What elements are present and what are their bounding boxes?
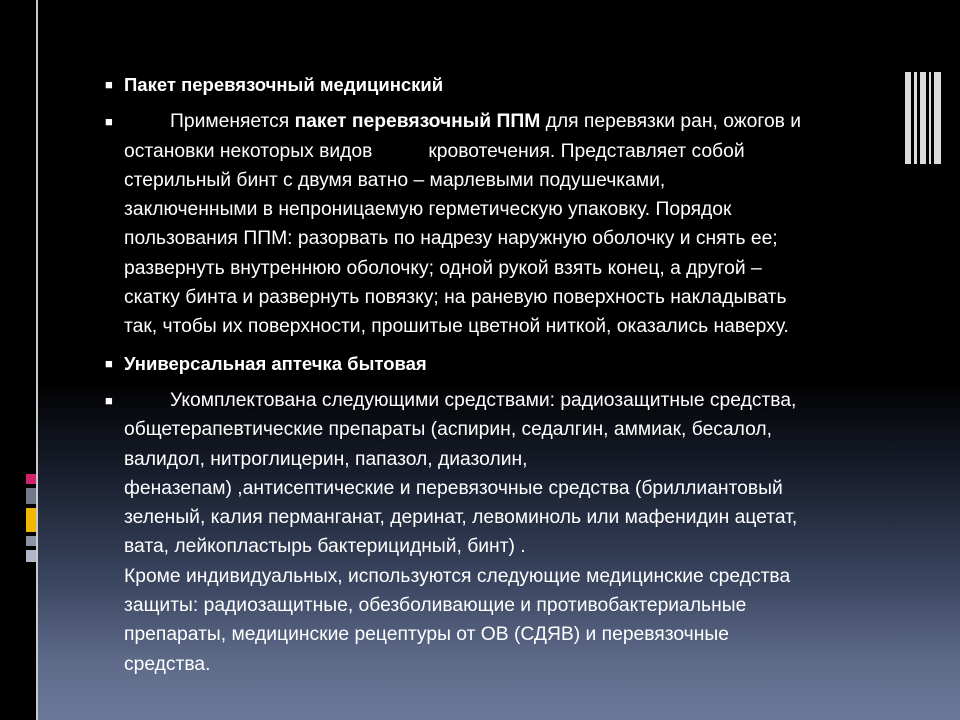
accent-bar-gray	[26, 488, 36, 504]
para2-line-10: средства.	[124, 653, 211, 675]
para1-line-1	[124, 107, 898, 136]
para2-line-7: Кроме индивидуальных, используются следующие медицинские средства	[124, 565, 791, 587]
bullet-icon: ■	[105, 392, 113, 408]
para2-line-3: валидол, нитроглицерин, папазол, диазолин,	[124, 448, 528, 470]
stripe	[905, 72, 911, 164]
para1-line-2	[124, 137, 898, 166]
stripe	[934, 72, 941, 164]
para2-line-8: защиты: радиозащитные, обезболивающие и противобактериальные	[124, 595, 747, 617]
stripe	[914, 72, 917, 164]
heading-first-aid-kit: Универсальная аптечка бытовая	[124, 352, 427, 374]
para1-line-8: так, чтобы их поверхности, прошитые цветной ниткой, оказались наверху.	[124, 316, 789, 338]
para2-line-5: зеленый, калия перманганат, деринат, левоминоль или мафенидин ацетат,	[124, 507, 798, 529]
bullet-icon: ■	[105, 114, 113, 130]
para1-bold-term: пакет перевязочный ППМ	[294, 111, 541, 133]
bullet-icon: ■	[105, 77, 113, 92]
bullet-item-heading-1	[105, 70, 898, 100]
para1-line-7: скатку бинта и развернуть повязку; на раневую поверхность накладывать	[124, 287, 787, 309]
decorative-stripes	[905, 72, 941, 164]
accent-bar-yellow	[26, 508, 36, 532]
para1-text: кровотечения. Представляет собой	[428, 140, 745, 162]
para2-line-9: препараты, медицинские рецептуры от ОВ (СДЯВ) и перевязочные	[124, 624, 729, 646]
para2-line-2: общетерапевтические препараты (аспирин, седалгин, аммиак, бесалол,	[124, 419, 773, 441]
accent-bar-slate	[26, 536, 36, 546]
para2-line-4: феназепам) ,антисептические и перевязочные средства (бриллиантовый	[124, 477, 783, 499]
accent-bar-light	[26, 550, 36, 562]
slide-content	[105, 70, 898, 686]
bullet-item-paragraph-1	[105, 107, 898, 341]
para2-line-6: вата, лейкопластырь бактерицидный, бинт) .	[124, 536, 526, 558]
bullet-item-paragraph-2	[105, 386, 898, 679]
para1-text: для перевязки ран, ожогов и	[540, 111, 802, 133]
para2-line-1	[124, 386, 898, 415]
para1-line-3: стерильный бинт с двумя ватно – марлевыми подушечками,	[124, 169, 666, 191]
accent-bars	[26, 474, 36, 566]
para2-text: Укомплектована следующими средствами: радиозащитные средства,	[170, 389, 797, 411]
stripe	[920, 72, 926, 164]
heading-ppm: Пакет перевязочный медицинский	[124, 74, 444, 95]
para1-line-4: заключенными в непроницаемую герметическую упаковку. Порядок	[124, 199, 732, 221]
accent-bar-pink	[26, 474, 36, 484]
para1-line-5: пользования ППМ: разорвать по надрезу наружную оболочку и снять ее;	[124, 228, 778, 250]
stripe	[929, 72, 931, 164]
left-border-frame	[0, 0, 38, 720]
para1-text: Применяется	[170, 111, 295, 133]
para1-line-6: развернуть внутреннюю оболочку; одной рукой взять конец, а другой –	[124, 257, 762, 279]
para1-text: остановки некоторых видов	[124, 140, 373, 162]
bullet-item-heading-2	[105, 349, 898, 379]
bullet-icon: ■	[105, 355, 113, 371]
